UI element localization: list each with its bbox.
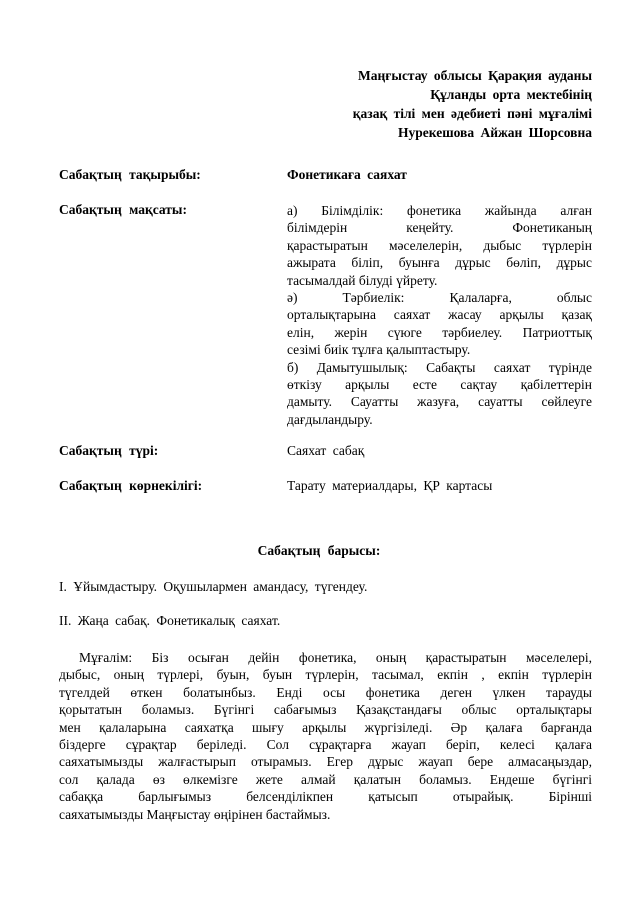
paragraph-line: қорытатын боламыз. Бүгінгі сабағымыз Қазақстандағы облыс орталықтары bbox=[59, 702, 592, 718]
paragraph-line: саяхатымызды жалғастырып отырамыз. Егер дұрыс жауап бере алмасаңыздар, bbox=[59, 754, 592, 770]
paragraph-line: мен қалаларына саяхатқа шығу арқылы жүргізіледі. Әр қалаға барғанда bbox=[59, 719, 592, 735]
type-label: Сабақтың түрі: bbox=[59, 443, 159, 458]
type-value: Саяхат сабақ bbox=[287, 443, 365, 458]
goal-label: Сабақтың мақсаты: bbox=[59, 202, 187, 217]
goal-line: білімдерін кеңейту. Фонетиканың bbox=[287, 220, 592, 236]
paragraph-line: сол қалада өз өлкемізге жете алмай қалатын боламыз. Ендеше бүгінгі bbox=[59, 771, 592, 787]
header-line-school: Құланды орта мектебінің bbox=[430, 87, 592, 102]
goal-line: қарастыратын мәселелерін, дыбыс түрлерін bbox=[287, 237, 592, 253]
topic-label: Сабақтың тақырыбы: bbox=[59, 167, 201, 182]
paragraph-line: біздерге сұрақтар беріледі. Сол сұрақтарға жауап беріп, келесі қалаға bbox=[59, 736, 592, 752]
goal-line: дамыту. Сауатты жазуға, сауатты сөйлеуге bbox=[287, 394, 592, 410]
goal-line: елін, жерін сүюге тәрбиелеу. Патриоттық bbox=[287, 324, 592, 340]
goal-line: б) Дамытушылық: Сабақты саяхат түрінде bbox=[287, 359, 592, 375]
step-new-lesson: ІІ. Жаңа сабақ. Фонетикалық саяхат. bbox=[59, 613, 281, 628]
paragraph-line: дыбыс, оның түрлері, буын, буын түрлерін, тасымал, екпін , екпін түрлерін bbox=[59, 667, 592, 683]
header-line-subject: қазақ тілі мен әдебиеті пәні мұғалімі bbox=[352, 106, 592, 121]
header-line-teacher: Нурекешова Айжан Шорсовна bbox=[398, 125, 592, 140]
teacher-paragraph bbox=[59, 649, 592, 823]
header-line-region: Маңғыстау облысы Қарақия ауданы bbox=[358, 68, 592, 83]
paragraph-line: Мұғалім: Біз осыған дейін фонетика, оның қарастыратын мәселелері, bbox=[79, 650, 592, 665]
paragraph-line: түгелдей өткен болатынбыз. Енді осы фонетика деген үлкен тарауды bbox=[59, 684, 592, 700]
goal-line: өткізу арқылы есте сақтау қабілеттерін bbox=[287, 376, 592, 392]
goal-line: орталықтарына саяхат жасау арқылы қазақ bbox=[287, 307, 592, 323]
paragraph-line: сабаққа барлығымыз белсенділікпен қатысып отырайық. Бірінші bbox=[59, 789, 592, 805]
step-organizing: І. Ұйымдастыру. Оқушылармен амандасу, түгендеу. bbox=[59, 579, 368, 594]
goal-line: сезімі биік тұлға қалыптастыру. bbox=[287, 342, 471, 358]
lesson-progress-title: Сабақтың барысы: bbox=[257, 543, 381, 558]
goal-text bbox=[287, 202, 592, 428]
author-header bbox=[353, 66, 592, 142]
goal-line: ажырата біліп, буынға дұрыс бөліп, дұрыс bbox=[287, 255, 592, 271]
goal-line: ә) Тәрбиелік: Қалаларға, облыс bbox=[287, 289, 592, 305]
visual-aids-label: Сабақтың көрнекілігі: bbox=[59, 478, 203, 493]
goal-line: тасымалдай білуді үйрету. bbox=[287, 272, 438, 288]
visual-aids-value: Тарату материалдары, ҚР картасы bbox=[287, 478, 493, 493]
goal-line: а) Білімділік: фонетика жайында алған bbox=[287, 203, 592, 218]
topic-value: Фонетикаға саяхат bbox=[287, 167, 407, 182]
goal-line: дағдыландыру. bbox=[287, 411, 373, 427]
paragraph-line: саяхатымызды Маңғыстау өңірінен бастаймыз. bbox=[59, 806, 331, 822]
